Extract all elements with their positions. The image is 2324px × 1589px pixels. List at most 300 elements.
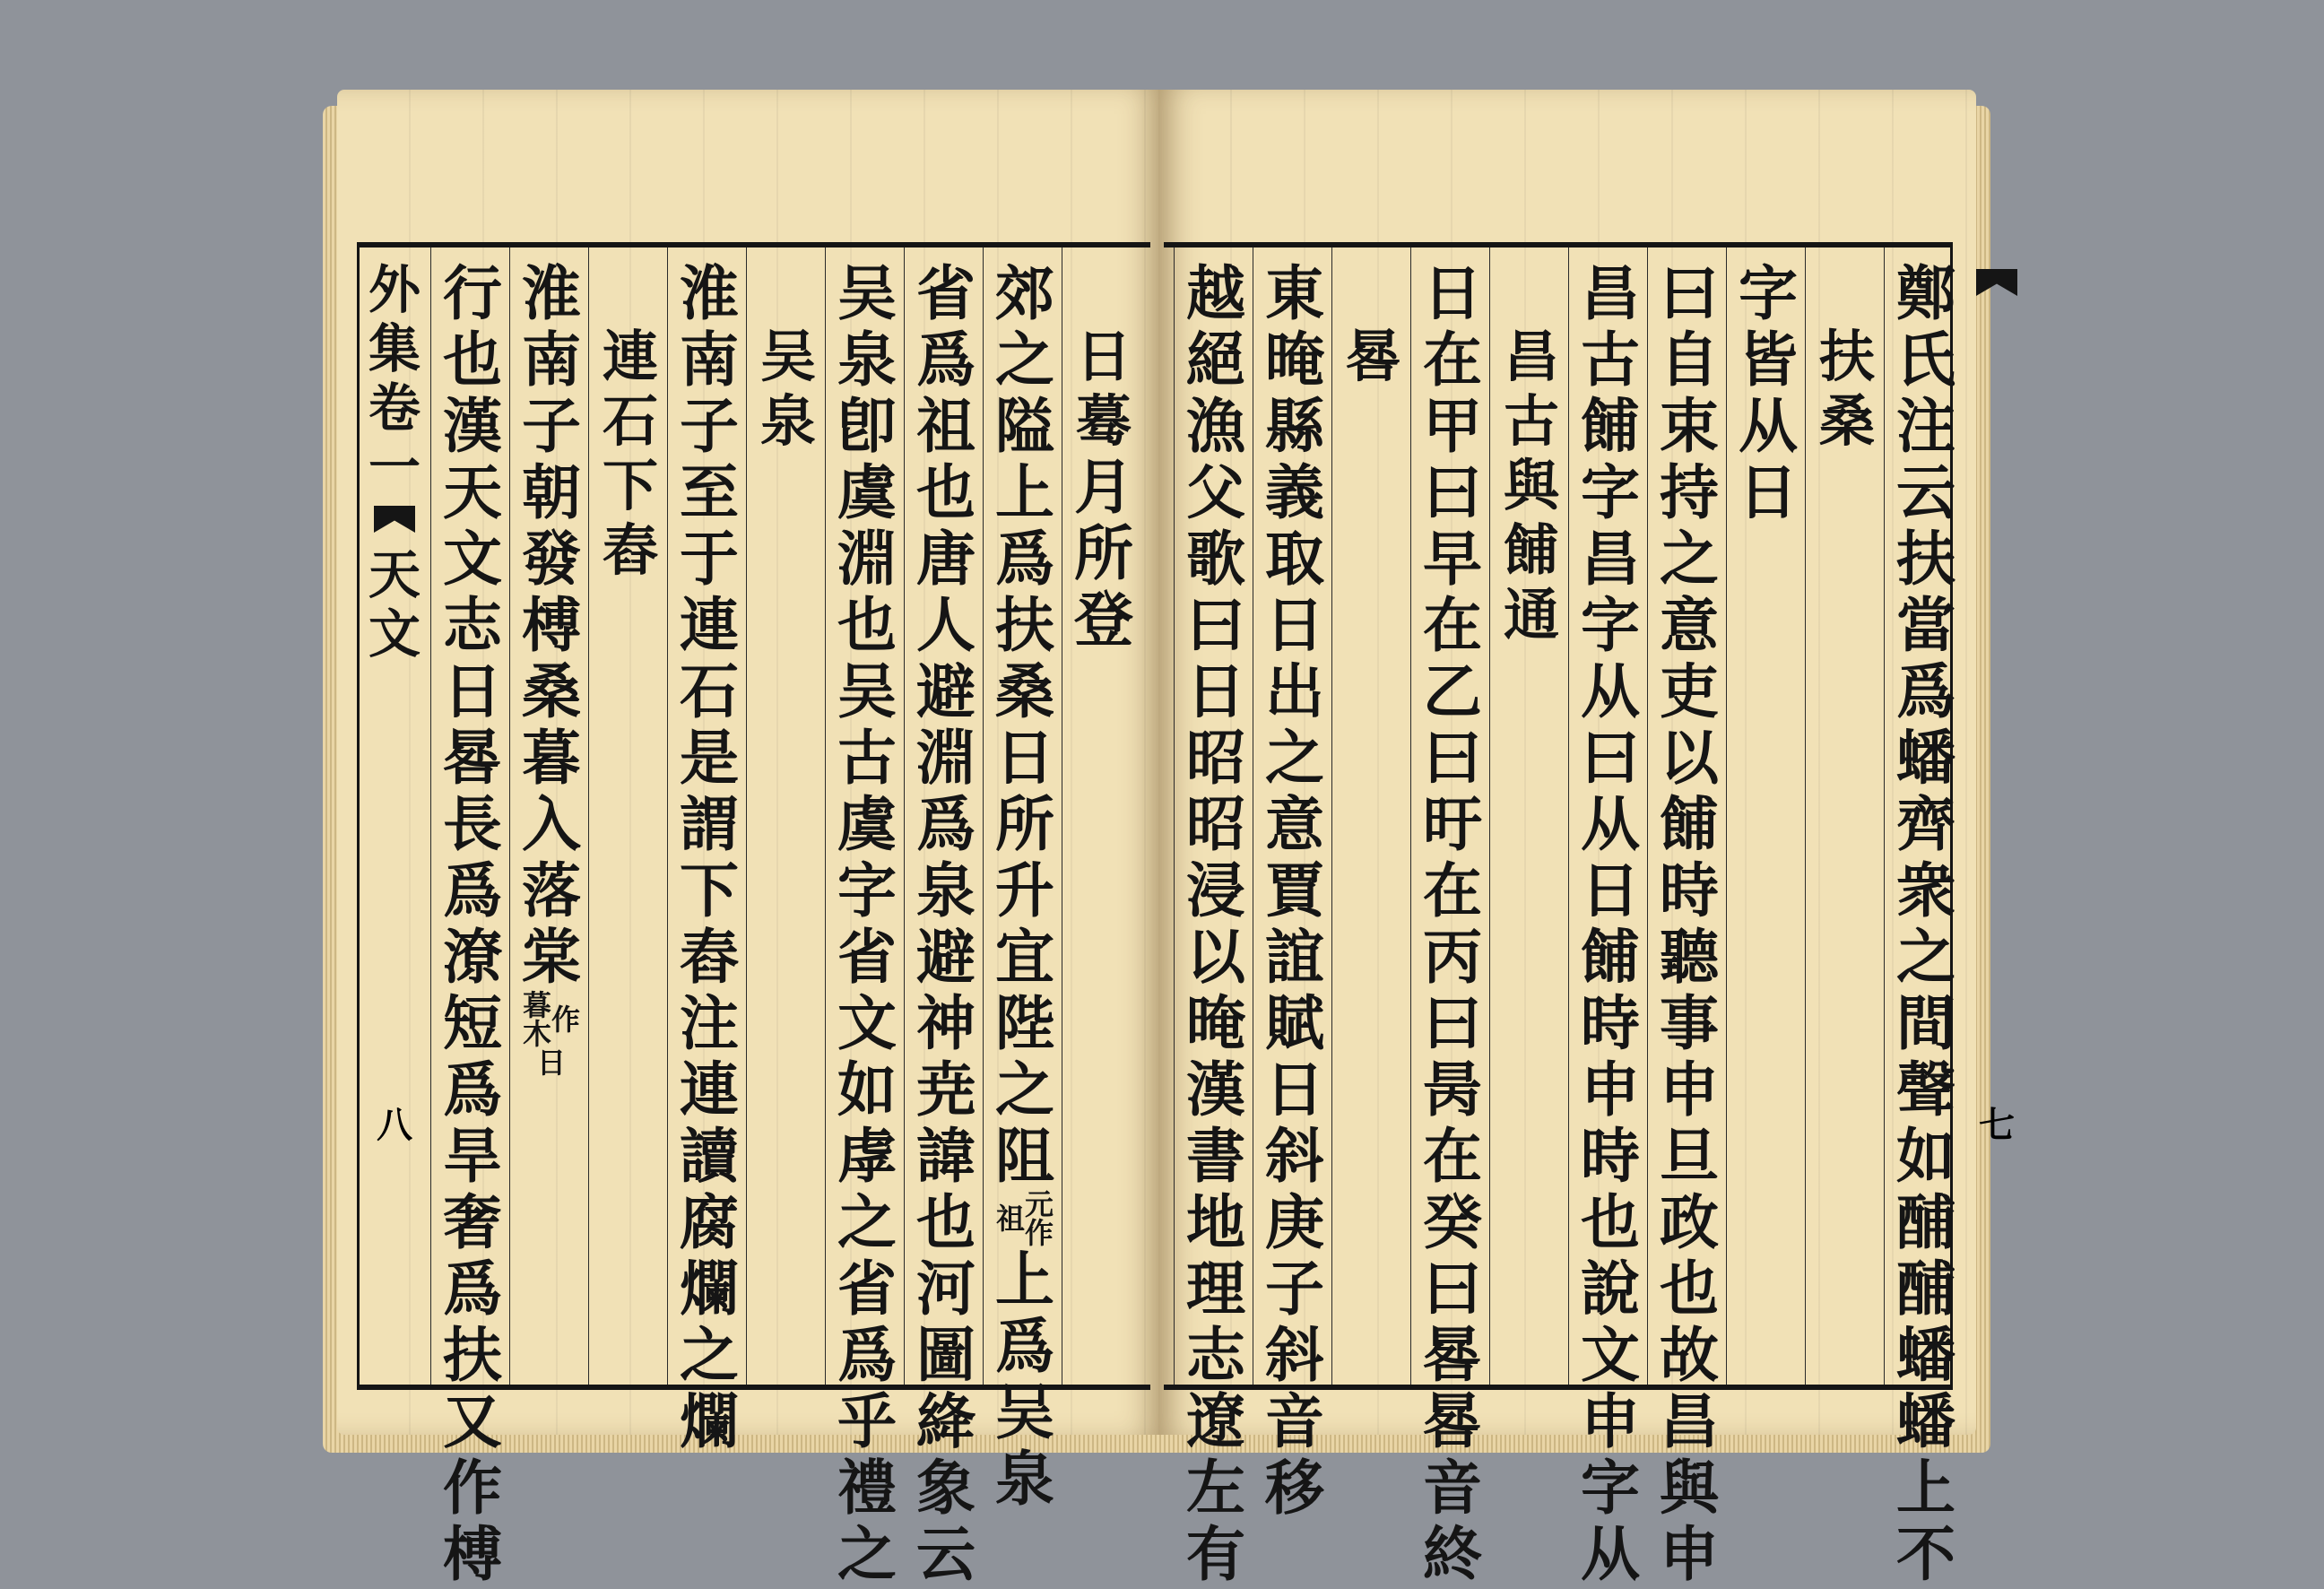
text-char: 餔 [1660, 789, 1719, 859]
text-char: 字 [1739, 258, 1798, 328]
text-column [1496, 260, 1567, 1381]
text-char: 說 [1581, 1254, 1640, 1324]
text-char: 晷 [443, 723, 502, 793]
page-margin-column [365, 260, 424, 1381]
text-char: 間 [1896, 988, 1955, 1058]
text-char: 昌 [1660, 1386, 1719, 1456]
right-text-frame [1164, 242, 2015, 1589]
text-char: 曰 [1423, 1254, 1482, 1324]
text-char: 謂 [680, 789, 739, 859]
text-char: 之 [995, 325, 1054, 395]
text-char: 榑 [443, 1519, 502, 1589]
text-char: 圖 [916, 1320, 976, 1390]
text-char: 避 [916, 922, 976, 992]
text-char: 自 [1660, 325, 1719, 395]
text-char: 有 [1186, 1519, 1245, 1589]
text-char: 也 [916, 1187, 976, 1257]
text-char: 又 [443, 1386, 502, 1456]
text-char: 于 [680, 524, 739, 594]
text-char: 卷 [368, 378, 421, 438]
text-char: 爲 [1896, 656, 1955, 726]
text-char: 漁 [1186, 391, 1245, 461]
text-char: 南 [522, 325, 581, 395]
text-char: 吴 [995, 1377, 1054, 1447]
text-char: 時 [1581, 1121, 1640, 1191]
column-rule [1805, 247, 1806, 1385]
text-char: 棠 [522, 922, 581, 992]
text-char: 甲 [1423, 391, 1482, 461]
text-char: 升 [995, 855, 1054, 925]
text-char: 丙 [1423, 922, 1482, 992]
text-char: 淮 [522, 258, 581, 328]
text-char: 曰 [1581, 723, 1640, 793]
note-line: 作 [547, 1004, 581, 1033]
text-char: 也 [1581, 1187, 1640, 1257]
text-column [1180, 258, 1252, 1589]
text-char: 集 [368, 318, 421, 379]
text-column [1338, 260, 1409, 1381]
text-char: 遼 [1186, 1386, 1245, 1456]
fish-tail-mark-icon [1976, 269, 2017, 296]
text-char: 上 [995, 457, 1054, 527]
text-char: 越 [1186, 258, 1245, 328]
column-rule [430, 247, 431, 1385]
text-char: 虖 [837, 1121, 897, 1191]
text-char: 文 [1581, 1320, 1640, 1390]
text-char: 吴 [837, 258, 897, 328]
left-page [337, 90, 1162, 1589]
text-char: 曰 [1423, 723, 1482, 793]
heading-char: 通 [1503, 582, 1559, 647]
text-column [437, 258, 508, 1589]
text-char: 爲 [995, 1311, 1054, 1381]
text-char: 乎 [837, 1386, 897, 1456]
text-char: 左 [1186, 1453, 1245, 1523]
text-char: 云 [916, 1519, 976, 1589]
text-char: 之 [680, 1320, 739, 1390]
heading-char: 下 [602, 453, 658, 518]
text-char: 義 [1265, 457, 1324, 527]
text-char: 浸 [1186, 855, 1245, 925]
text-char: 日 [1265, 590, 1324, 660]
text-char: 从 [1581, 789, 1640, 859]
heading-char: 蓦 [1075, 388, 1132, 454]
text-char: 卽 [837, 391, 897, 461]
text-char: 日 [1423, 258, 1482, 328]
text-char: 爲 [837, 1320, 897, 1390]
text-char: 避 [916, 656, 976, 726]
text-char: 發 [522, 524, 581, 594]
text-char: 連 [680, 1055, 739, 1124]
column-rule [1647, 247, 1648, 1385]
text-char: 子 [680, 391, 739, 461]
text-char: 泉 [995, 1444, 1054, 1514]
heading-char: 扶 [1818, 324, 1875, 389]
text-column [752, 260, 824, 1381]
text-column [1811, 260, 1883, 1381]
text-char: 早 [1423, 524, 1482, 594]
text-column [1068, 260, 1140, 1381]
column-rule [983, 247, 984, 1385]
text-char: 省 [837, 922, 897, 992]
text-char: 也 [837, 590, 897, 660]
text-char: 之 [995, 1055, 1054, 1124]
text-char: 曰 [1423, 457, 1482, 527]
text-char: 日 [1265, 1055, 1324, 1124]
text-char: 文 [837, 988, 897, 1058]
text-char: 申 [1660, 1519, 1719, 1589]
text-char: 酺 [1896, 1254, 1955, 1324]
text-char: 淵 [837, 524, 897, 594]
text-char: 晻 [1186, 988, 1245, 1058]
text-char: 皆 [1739, 325, 1798, 395]
text-char: 在 [1423, 1121, 1482, 1191]
text-char: 所 [1074, 518, 1133, 588]
text-char: 乙 [1423, 656, 1482, 726]
text-char: 也 [1660, 1254, 1719, 1324]
text-char: 申 [1660, 1055, 1719, 1124]
text-char: 東 [1265, 258, 1324, 328]
text-char: 云 [1896, 457, 1955, 527]
text-char: 榑 [522, 590, 581, 660]
open-book [323, 90, 2015, 1589]
text-char: 宜 [995, 922, 1054, 992]
text-char: 是 [680, 723, 739, 793]
text-column [910, 258, 982, 1589]
text-char: 晷 [1423, 1386, 1482, 1456]
text-char: 地 [1186, 1187, 1245, 1257]
heading-char: 古 [1503, 388, 1559, 454]
column-rule [1410, 247, 1411, 1385]
interlinear-note [518, 990, 581, 1047]
heading-char: 昌 [1503, 324, 1559, 389]
column-rule [1174, 247, 1175, 1385]
text-char: 志 [1186, 1320, 1245, 1390]
text-char: 扶 [443, 1320, 502, 1390]
text-char: 志 [443, 590, 502, 660]
text-char: 庚 [1265, 1187, 1324, 1257]
text-char: 束 [1660, 391, 1719, 461]
text-char: 當 [1896, 590, 1955, 660]
text-char: 之 [837, 1187, 897, 1257]
text-char: 泉 [916, 855, 976, 925]
text-char: 石 [680, 656, 739, 726]
text-char: 唐 [916, 524, 976, 594]
text-char: 隘 [995, 391, 1054, 461]
text-char: 曰 [1660, 258, 1719, 328]
text-char: 字 [1581, 457, 1640, 527]
text-char: 奢 [443, 1187, 502, 1257]
text-column [1732, 260, 1804, 1381]
heading-char: 日 [1075, 324, 1132, 389]
text-char: 落 [522, 855, 581, 925]
text-char: 政 [1660, 1187, 1719, 1257]
text-char: 酺 [1896, 1187, 1955, 1257]
note-line: 暮木 [518, 990, 552, 1047]
text-char: 之 [1660, 524, 1719, 594]
text-column [673, 258, 745, 1456]
text-char: 爛 [680, 1386, 739, 1456]
interlinear-note [533, 1047, 567, 1076]
note-line: 日 [533, 1047, 567, 1076]
text-char: 一 [368, 437, 421, 498]
text-char: 歌 [1186, 524, 1245, 594]
text-char: 以 [1660, 723, 1719, 793]
text-char: 入 [522, 789, 581, 859]
text-char: 鄭 [1896, 258, 1955, 328]
text-char: 月 [1074, 452, 1133, 522]
text-char: 也 [443, 325, 502, 395]
text-char: 蟠 [1896, 1386, 1955, 1456]
text-char: 爲 [916, 789, 976, 859]
text-char: 如 [837, 1055, 897, 1124]
text-char: 誼 [1265, 922, 1324, 992]
text-char: 事 [1660, 988, 1719, 1058]
heading-char: 與 [1503, 453, 1559, 518]
text-char: 餔 [1581, 922, 1640, 992]
text-column [1890, 258, 1962, 1589]
text-char: 也 [916, 457, 976, 527]
text-char: 在 [1423, 325, 1482, 395]
text-char: 行 [443, 258, 502, 328]
text-char: 如 [1896, 1121, 1955, 1191]
text-char: 衆 [1896, 855, 1955, 925]
column-rule [904, 247, 905, 1385]
column-rule [825, 247, 826, 1385]
text-char: 爛 [680, 1254, 739, 1324]
text-char: 申 [1581, 1055, 1640, 1124]
text-char: 日 [995, 723, 1054, 793]
text-char: 从 [1581, 1519, 1640, 1589]
text-char: 縣 [1265, 391, 1324, 461]
text-column [1259, 258, 1331, 1523]
text-char: 意 [1265, 789, 1324, 859]
text-char: 日 [1739, 457, 1798, 527]
text-char: 之 [1265, 723, 1324, 793]
text-char: 斜 [1265, 1320, 1324, 1390]
text-char: 曰 [1423, 988, 1482, 1058]
text-char: 象 [916, 1453, 976, 1523]
text-char: 讀 [680, 1121, 739, 1191]
column-rule [746, 247, 747, 1385]
text-char: 之 [1896, 922, 1955, 992]
heading-char: 泉 [759, 388, 816, 454]
text-column [516, 260, 587, 1381]
column-rule [1726, 247, 1727, 1385]
text-char: 上 [995, 1245, 1054, 1315]
text-char: 桑 [522, 656, 581, 726]
text-char: 絕 [1186, 325, 1245, 395]
column-rule [1331, 247, 1332, 1385]
text-column [1574, 258, 1646, 1589]
text-char: 字 [837, 855, 897, 925]
right-page [1158, 90, 2015, 1589]
text-char: 餔 [1581, 391, 1640, 461]
text-char: 泉 [837, 325, 897, 395]
note-line: 祖 [992, 1203, 1026, 1232]
text-char: 上 [1896, 1453, 1955, 1523]
text-char: 父 [1186, 457, 1245, 527]
text-char: 从 [1581, 656, 1640, 726]
text-char: 意 [1660, 590, 1719, 660]
text-char: 聽 [1660, 922, 1719, 992]
text-column [1417, 258, 1488, 1589]
text-char: 音 [1423, 1453, 1482, 1523]
text-char: 連 [680, 590, 739, 660]
page-margin-column [1967, 260, 2026, 1381]
text-char: 在 [1423, 855, 1482, 925]
text-char: 時 [1581, 988, 1640, 1058]
text-char: 爲 [443, 855, 502, 925]
text-char: 文 [368, 603, 421, 664]
text-char: 日 [1186, 656, 1245, 726]
text-char: 吏 [1660, 656, 1719, 726]
text-char: 潦 [443, 922, 502, 992]
text-char: 與 [1660, 1453, 1719, 1523]
text-char: 理 [1186, 1254, 1245, 1324]
heading-char: 餔 [1503, 517, 1559, 583]
column-rule [1489, 247, 1490, 1385]
text-char: 移 [1265, 1453, 1324, 1523]
text-char: 旱 [443, 1121, 502, 1191]
text-char: 晻 [1265, 325, 1324, 395]
text-char: 人 [916, 590, 976, 660]
text-char: 昌 [1581, 524, 1640, 594]
text-char: 申 [1581, 1386, 1640, 1456]
text-char: 登 [1074, 585, 1133, 655]
column-rule [1884, 247, 1885, 1385]
text-char: 取 [1265, 524, 1324, 594]
text-char: 神 [916, 988, 976, 1058]
text-char: 淵 [916, 723, 976, 793]
text-column [989, 258, 1061, 1514]
text-char: 旴 [1423, 789, 1482, 859]
text-char: 斜 [1265, 1121, 1324, 1191]
text-char: 聲 [1896, 1055, 1955, 1124]
text-char: 齊 [1896, 789, 1955, 859]
text-char: 昌 [1581, 258, 1640, 328]
column-rule [509, 247, 510, 1385]
text-char: 南 [680, 325, 739, 395]
text-char: 昭 [1186, 789, 1245, 859]
text-char: 古 [1581, 325, 1640, 395]
text-char: 古 [837, 723, 897, 793]
text-char: 氏 [1896, 325, 1955, 395]
text-char: 郊 [995, 258, 1054, 328]
heading-char: 桑 [1818, 388, 1875, 454]
text-char: 故 [1660, 1320, 1719, 1390]
text-char: 扶 [995, 590, 1054, 660]
text-char: 癸 [1423, 1187, 1482, 1257]
text-char: 虞 [837, 457, 897, 527]
text-char: 漢 [1186, 1055, 1245, 1124]
heading-char: 石 [602, 388, 658, 454]
text-char: 注 [1896, 391, 1955, 461]
left-text-frame [357, 242, 1150, 1589]
text-char: 終 [1423, 1519, 1482, 1589]
heading-char: 晷 [1345, 324, 1401, 389]
text-char: 漢 [443, 391, 502, 461]
heading-char: 吴 [759, 324, 816, 389]
text-char: 祖 [916, 391, 976, 461]
column-rule [667, 247, 668, 1385]
text-char: 時 [1660, 855, 1719, 925]
text-char: 从 [1739, 391, 1798, 461]
text-char: 諱 [916, 1121, 976, 1191]
text-char: 絳 [916, 1386, 976, 1456]
text-char: 爲 [995, 524, 1054, 594]
text-char: 出 [1265, 656, 1324, 726]
text-char: 蟠 [1896, 723, 1955, 793]
text-char: 賦 [1265, 988, 1324, 1058]
text-char: 至 [680, 457, 739, 527]
text-char: 子 [522, 391, 581, 461]
text-char: 字 [1581, 1453, 1640, 1523]
text-char: 晷 [1423, 1320, 1482, 1390]
text-column [594, 260, 666, 1381]
text-char: 在 [1423, 590, 1482, 660]
text-char: 不 [1896, 1519, 1955, 1589]
text-char: 天 [443, 457, 502, 527]
text-char: 暮 [522, 723, 581, 793]
text-char: 蟠 [1896, 1320, 1955, 1390]
text-char: 短 [443, 988, 502, 1058]
text-char: 尭 [916, 1055, 976, 1124]
heading-char: 舂 [602, 517, 658, 583]
text-char: 音 [1265, 1386, 1324, 1456]
text-char: 曰 [1186, 590, 1245, 660]
text-char: 扶 [1896, 524, 1955, 594]
text-char: 虞 [837, 789, 897, 859]
column-rule [1568, 247, 1569, 1385]
text-char: 文 [443, 524, 502, 594]
text-char: 字 [1581, 590, 1640, 660]
text-column [831, 258, 903, 1589]
text-char: 書 [1186, 1121, 1245, 1191]
text-char: 昭 [1186, 723, 1245, 793]
text-char: 外 [368, 259, 421, 320]
text-char: 桑 [995, 656, 1054, 726]
column-rule [588, 247, 589, 1385]
text-char: 所 [995, 789, 1054, 859]
text-char: 阻 [995, 1121, 1054, 1191]
text-char: 下 [680, 855, 739, 925]
text-char: 爲 [443, 1254, 502, 1324]
heading-char: 連 [602, 324, 658, 389]
text-column [1653, 258, 1725, 1589]
text-char: 長 [443, 789, 502, 859]
text-char: 陛 [995, 988, 1054, 1058]
text-char: 日 [443, 656, 502, 726]
text-char: 昺 [1423, 1055, 1482, 1124]
text-char: 日 [1581, 855, 1640, 925]
text-char: 作 [443, 1453, 502, 1523]
text-char: 注 [680, 988, 739, 1058]
text-char: 爲 [916, 325, 976, 395]
text-char: 吴 [837, 656, 897, 726]
text-char: 腐 [680, 1187, 739, 1257]
text-char: 河 [916, 1254, 976, 1324]
text-char: 旦 [1660, 1121, 1719, 1191]
text-char: 持 [1660, 457, 1719, 527]
text-char: 以 [1186, 922, 1245, 992]
text-char: 賈 [1265, 855, 1324, 925]
text-char: 省 [837, 1254, 897, 1324]
text-char: 子 [1265, 1254, 1324, 1324]
text-char: 省 [916, 258, 976, 328]
text-char: 爲 [443, 1055, 502, 1124]
text-char: 朝 [522, 457, 581, 527]
